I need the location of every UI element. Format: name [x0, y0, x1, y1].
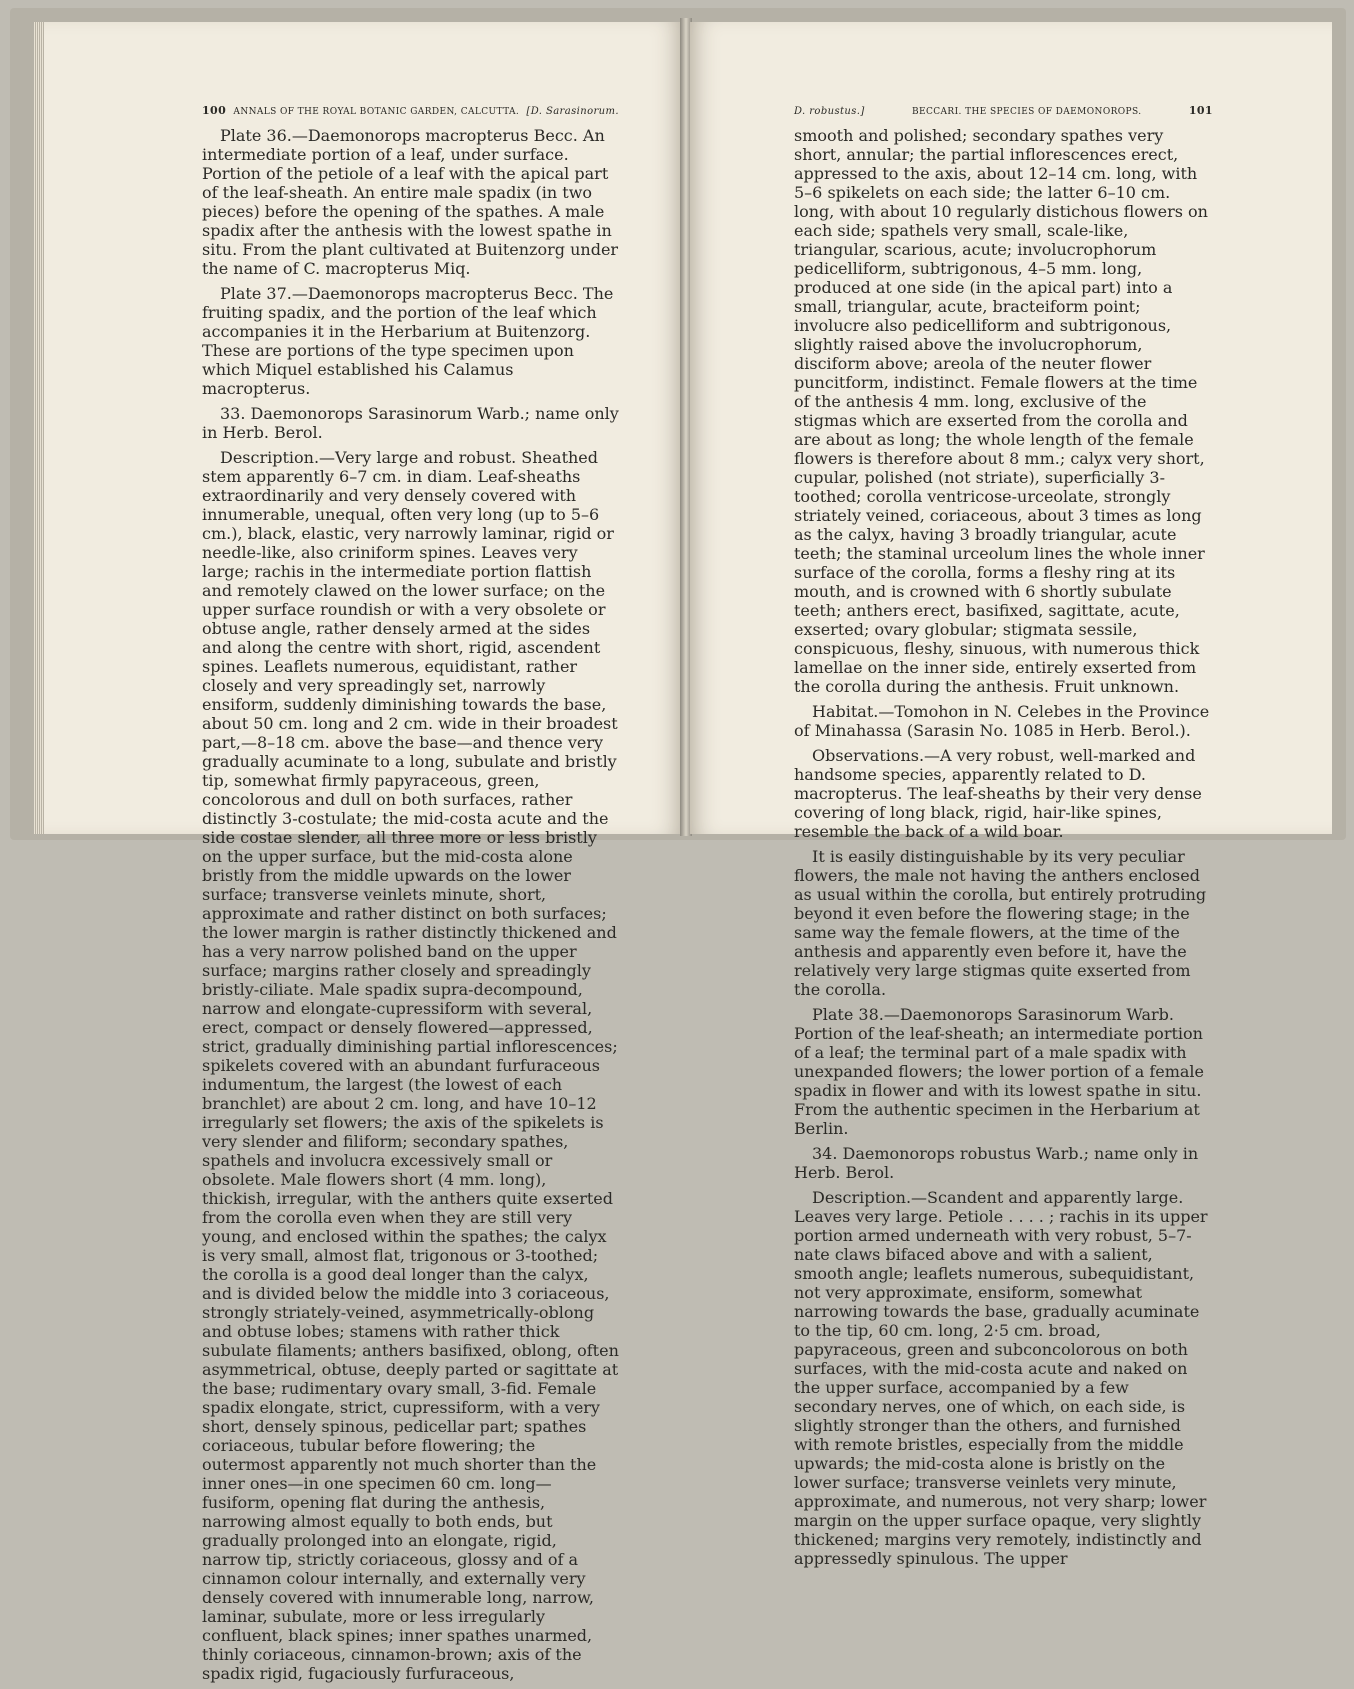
left-page-number: 100	[202, 104, 227, 117]
species-heading: 34. Daemonorops robustus Warb.; name only in Herb. Berol.	[794, 1144, 1199, 1182]
left-page-header	[202, 104, 619, 117]
paragraph: Observations.—A very robust, well-marked and handsome species, apparently related to D. macropterus. The leaf-sheaths by their very dense covering of long black, rigid, hair-like spines, resemble the back of a wild boar.	[794, 746, 1202, 841]
paragraph: Description.—Scandent and apparently large. Leaves very large. Petiole . . . . ; rachis in its upper portion armed underneath with very robust, 5–7-nate claws bifaced above and with a salient, smooth angle; leaflets numerous, subequidistant, not very approximate, ensiform, somewhat narrowing towards the base, gradually acuminate to the tip, 60 cm. long, 2·5 cm. broad, papyraceous, green and subconcolorous on both surfaces, with the mid-costa acute and naked on the upper surface, accompanied by a few secondary nerves, one of which, on each side, is slightly stronger than the others, and furnished with remote bristles, especially from the middle upwards; the mid-costa alone is bristly on the lower surface; transverse veinlets very minute, approximate, and numerous, not very sharp; lower margin on the upper surface opaque, very slightly thickened; margins very remotely, indistinctly and appressedly spinulous. The upper	[794, 1188, 1208, 1568]
paragraph: Plate 36.—Daemonorops macropterus Becc. An intermediate portion of a leaf, under surface. Portion of the petiole of a leaf with the apical part of the leaf-sheath. An entire male spadix (in two pieces) before the opening of the spathes. A male spadix after the anthesis with the lowest spathe in situ. From the plant cultivated at Buitenzorg under the name of C. macropterus Miq.	[202, 126, 619, 278]
right-page-header	[794, 104, 1213, 117]
paragraph: Plate 38.—Daemonorops Sarasinorum Warb. Portion of the leaf-sheath; an intermediate portion of a leaf; the terminal part of a male spadix with unexpanded flowers; the lower portion of a female spadix in flower and with its lowest spathe in situ. From the authentic specimen in the Herbarium at Berlin.	[794, 1005, 1205, 1138]
paragraph: It is easily distinguishable by its very peculiar flowers, the male not having the anthers enclosed as usual within the corolla, but entirely protruding beyond it even before the flowering stage; in the same way the female flowers, at the time of the anthesis and apparently even before it, have the relatively very large stigmas quite exserted from the corolla.	[794, 847, 1207, 999]
right-running-species: D. robustus.]	[794, 106, 865, 117]
left-running-species: [D. Sarasinorum.	[526, 106, 619, 117]
left-page-body	[202, 126, 619, 1689]
paragraph: Description.—Very large and robust. Sheathed stem apparently 6–7 cm. in diam. Leaf-sheaths extraordinarily and very densely covered with innumerable, unequal, often very long (up to 5–6 cm.), black, elastic, very narrowly laminar, rigid or needle-like, also criniform spines. Leaves very large; rachis in the intermediate portion flattish and remotely clawed on the lower surface; on the upper surface roundish or with a very obsolete or obtuse angle, rather densely armed at the sides and along the centre with short, rigid, ascendent spines. Leaflets numerous, equidistant, rather closely and very spreadingly set, narrowly ensiform, suddenly diminishing towards the base, about 50 cm. long and 2 cm. wide in their broadest part,—8–18 cm. above the base—and thence very gradually acuminate to a long, subulate and bristly tip, somewhat firmly papyraceous, green, concolorous and dull on both surfaces, rather distinctly 3-costulate; the mid-costa acute and the side costae slender, all three more or less bristly on the upper surface, but the mid-costa alone bristly from the middle upwards on the lower surface; transverse veinlets minute, short, approximate and rather distinct on both surfaces; the lower margin is rather distinctly thickened and has a very narrow polished band on the upper surface; margins rather closely and spreadingly bristly-ciliate. Male spadix supra-decompound, narrow and elongate-cupressiform with several, erect, compact or densely flowered—appressed, strict, gradually diminishing partial inflorescences; spikelets covered with an abundant furfuraceous indumentum, the largest (the lowest of each branchlet) are about 2 cm. long, and have 10–12 irregularly set flowers; the axis of the spikelets is very slender and filiform; secondary spathes, spathels and involucra excessively small or obsolete. Male flowers short (4 mm. long), thickish, irregular, with the anthers quite exserted from the corolla even when they are still very young, and enclosed within the spathes; the calyx is very small, almost flat, trigonous or 3-toothed; the corolla is a good deal longer than the calyx, and is divided below the middle into 3 coriaceous, strongly striately-veined, asymmetrically-oblong and obtuse lobes; stamens with rather thick subulate filaments; anthers basifixed, oblong, often asymmetrical, obtuse, deeply parted or sagittate at the base; rudimentary ovary small, 3-fid. Female spadix elongate, strict, cupressiform, with a very short, densely spinous, pedicellar part; spathes coriaceous, tubular before flowering; the outermost apparently not much shorter than the inner ones—in one specimen 60 cm. long—fusiform, opening flat during the anthesis, narrowing almost equally to both ends, but gradually prolonged into an elongate, rigid, narrow tip, strictly coriaceous, glossy and of a cinnamon colour internally, and externally very densely covered with innumerable long, narrow, laminar, subulate, more or less irregularly confluent, black spines; inner spathes unarmed, thinly coriaceous, cinnamon-brown; axis of the spadix rigid, fugaciously furfuraceous,	[202, 448, 619, 1683]
species-heading: 33. Daemonorops Sarasinorum Warb.; name only in Herb. Berol.	[202, 404, 619, 442]
right-page	[690, 22, 1332, 1568]
left-page	[44, 22, 682, 1683]
right-running-title: BECCARI. THE SPECIES OF DAEMONOROPS.	[911, 107, 1142, 117]
open-book	[10, 8, 1346, 1683]
left-running-title: ANNALS OF THE ROYAL BOTANIC GARDEN, CALCUTTA.	[233, 107, 520, 117]
paragraph: smooth and polished; secondary spathes very short, annular; the partial inflorescences erect, appressed to the axis, about 12–14 cm. long, with 5–6 spikelets on each side; the latter 6–10 cm. long, with about 10 regularly distichous flowers on each side; spathels very small, scale-like, triangular, scarious, acute; involucrophorum pedicelliform, subtrigonous, 4–5 mm. long, produced at one side (in the apical part) into a small, triangular, acute, bracteiform point; involucre also pedicelliform and subtrigonous, slightly raised above the involucrophorum, disciform above; areola of the neuter flower puncitform, indistinct. Female flowers at the time of the anthesis 4 mm. long, exclusive of the stigmas which are exserted from the corolla and are about as long; the whole length of the female flowers is therefore about 8 mm.; calyx very short, cupular, polished (not striate), superficially 3-toothed; corolla ventricose-urceolate, strongly striately veined, coriaceous, about 3 times as long as the calyx, having 3 broadly triangular, acute teeth; the staminal urceolum lines the whole inner surface of the corolla, forms a fleshy ring at its mouth, and is crowned with 6 shortly subulate teeth; anthers erect, basifixed, sagittate, acute, exserted; ovary globular; stigmata sessile, conspicuous, fleshy, sinuous, with numerous thick lamellae on the inner side, entirely exserted from the corolla during the anthesis. Fruit unknown.	[794, 126, 1208, 696]
right-page-number: 101	[1188, 104, 1213, 117]
paragraph: Habitat.—Tomohon in N. Celebes in the Province of Minahassa (Sarasin No. 1085 in Herb. Berol.).	[794, 702, 1210, 740]
paragraph: Plate 37.—Daemonorops macropterus Becc. The fruiting spadix, and the portion of the leaf which accompanies it in the Herbarium at Buitenzorg. These are portions of the type specimen upon which Miquel established his Calamus macropterus.	[202, 284, 614, 398]
left-page-edges	[34, 22, 44, 834]
right-page-body	[794, 126, 1213, 1574]
